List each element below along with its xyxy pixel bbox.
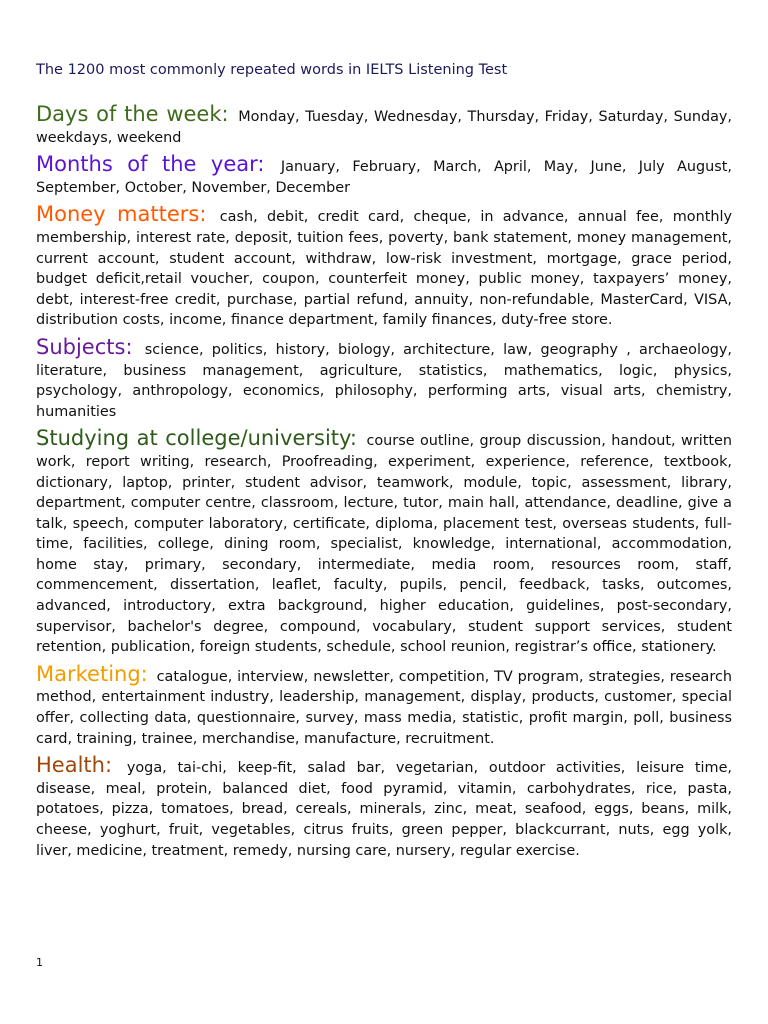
section-heading: Months of the year: [36, 152, 265, 177]
page-number: 1 [36, 956, 43, 969]
section-months-of-year [36, 154, 732, 198]
section-heading: Marketing: [36, 661, 148, 686]
document-title: The 1200 most commonly repeated words in IELTS Listening Test [36, 62, 508, 78]
section-subjects [36, 334, 732, 422]
section-text: January, February, March, April, May, June, July August, September, October, November, December [36, 159, 732, 196]
section-health [36, 755, 732, 861]
section-studying-college-university [36, 428, 732, 658]
section-text: Monday, Tuesday, Wednesday, Thursday, Friday, Saturday, Sunday, weekdays, weekend [36, 109, 732, 146]
section-heading: Health: [36, 753, 113, 778]
word-list-sections [36, 104, 732, 867]
section-text: yoga, tai-chi, keep-fit, salad bar, vegetarian, outdoor activities, leisure time, disease, meal, protein, balanced diet, food pyramid, vitamin, carbohydrates, rice, pasta, potatoes, pizza, tomatoes, bread, cereals, minerals, zinc, meat, seafood, eggs, beans, milk, cheese, yoghurt, fruit, vegetables, citrus fruits, green pepper, blackcurrant, nuts, egg yolk, liver, medicine, treatment, remedy, nursing care, nursery, regular exercise. [36, 760, 732, 859]
section-heading: Studying at college/university: [36, 426, 357, 451]
section-text: cash, debit, credit card, cheque, in advance, annual fee, monthly membership, interest rate, deposit, tuition fees, poverty, bank statement, money management, current account, student account, withdraw, low-risk investment, mortgage, grace period, budget deficit,retail voucher, coupon, counterfeit money, public money, taxpayers’ money, debt, interest-free credit, purchase, partial refund, annuity, non-refundable, MasterCard, VISA, distribution costs, income, finance department, family finances, duty-free store. [36, 209, 732, 329]
section-text: science, politics, history, biology, architecture, law, geography , archaeology, literature, business management, agriculture, statistics, mathematics, logic, physics, psychology, anthropology, economics, philosophy, performing arts, visual arts, chemistry, humanities [36, 341, 732, 420]
section-heading: Money matters: [36, 202, 207, 227]
section-marketing [36, 661, 732, 749]
section-days-of-week [36, 104, 732, 148]
section-money-matters [36, 204, 732, 331]
section-text: catalogue, interview, newsletter, competition, TV program, strategies, research method, entertainment industry, leadership, management, display, products, customer, special offer, collecting data, questionnaire, survey, mass media, statistic, profit margin, poll, business card, training, trainee, merchandise, manufacture, recruitment. [36, 668, 732, 747]
section-heading: Subjects: [36, 334, 133, 359]
section-heading: Days of the week: [36, 102, 229, 126]
section-text: course outline, group discussion, handout, written work, report writing, research, Proofreading, experiment, experience, reference, textbook, dictionary, laptop, printer, student advisor, teamwork, module, topic, assessment, library, department, computer centre, classroom, lecture, tutor, main hall, attendance, deadline, give a talk, speech, computer laboratory, certificate, diploma, placement test, overseas students, full-time, facilities, college, dining room, specialist, knowledge, international, accommodation, home stay, primary, secondary, intermediate, media room, resources room, staff, commencement, dissertation, leaflet, faculty, pupils, pencil, feedback, tasks, outcomes, advanced, introductory, extra background, higher education, guidelines, post-secondary, supervisor, bachelor's degree, compound, vocabulary, student support services, student retention, publication, foreign students, schedule, school reunion, registrar’s office, stationery. [36, 433, 733, 656]
